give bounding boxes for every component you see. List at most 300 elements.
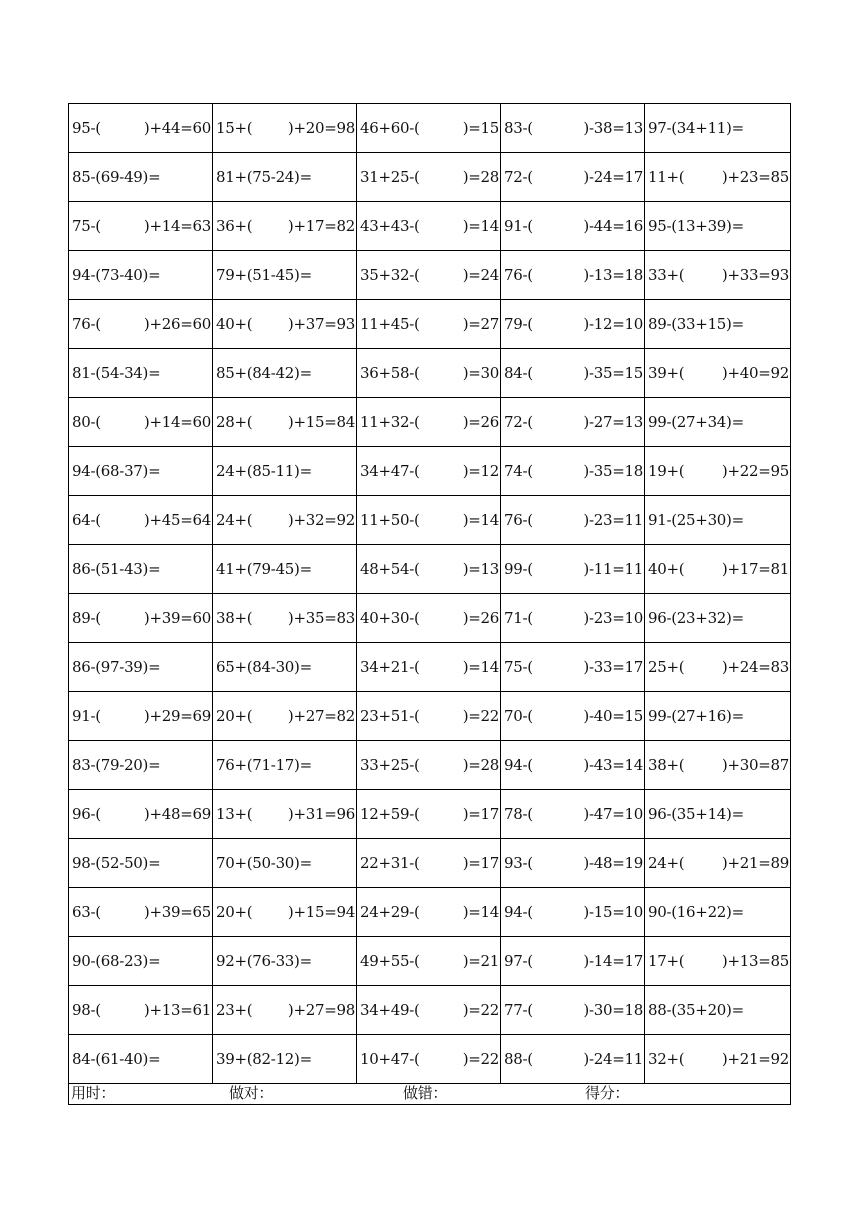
problem-expression bbox=[216, 412, 356, 431]
problem-text-start: 76-( bbox=[504, 265, 533, 284]
problem-text-start: 24+29-( bbox=[360, 902, 420, 921]
problem-text-start: 70+(50-30)= bbox=[216, 853, 312, 872]
problem-expression bbox=[360, 657, 500, 676]
problem-cell bbox=[357, 643, 501, 692]
problem-cell bbox=[213, 643, 357, 692]
problem-text-start: 63-( bbox=[72, 902, 101, 921]
problem-expression bbox=[360, 265, 500, 284]
problem-text-end: )=13 bbox=[462, 559, 499, 578]
problem-expression bbox=[504, 1049, 644, 1068]
problem-text-start: 88-(35+20)= bbox=[648, 1000, 744, 1019]
problem-text-end: )-14=17 bbox=[583, 951, 643, 970]
problem-cell bbox=[69, 986, 213, 1035]
problem-expression bbox=[72, 559, 212, 578]
problem-text-start: 48+54-( bbox=[360, 559, 420, 578]
problem-text-start: 88-( bbox=[504, 1049, 533, 1068]
problem-cell bbox=[357, 545, 501, 594]
problem-expression bbox=[360, 167, 500, 186]
problem-cell bbox=[69, 1035, 213, 1084]
problem-cell bbox=[69, 888, 213, 937]
problem-text-end: )+39=65 bbox=[143, 902, 211, 921]
problem-text-start: 64-( bbox=[72, 510, 101, 529]
problem-text-start: 22+31-( bbox=[360, 853, 420, 872]
problem-expression bbox=[648, 363, 790, 382]
problem-expression bbox=[360, 363, 500, 382]
problem-expression bbox=[216, 461, 356, 480]
problem-cell bbox=[69, 692, 213, 741]
worksheet-table bbox=[68, 103, 791, 1105]
problem-text-end: )=12 bbox=[462, 461, 499, 480]
problem-expression bbox=[648, 412, 790, 431]
problem-cell bbox=[645, 398, 791, 447]
problem-text-start: 94-( bbox=[504, 902, 533, 921]
problem-expression bbox=[648, 657, 790, 676]
problem-text-end: )-44=16 bbox=[583, 216, 643, 235]
problem-expression bbox=[504, 363, 644, 382]
worksheet-body bbox=[69, 104, 791, 1084]
problem-expression bbox=[648, 608, 790, 627]
problem-text-end: )-47=10 bbox=[583, 804, 643, 823]
problem-cell bbox=[501, 202, 645, 251]
problem-expression bbox=[360, 314, 500, 333]
problem-text-end: )=15 bbox=[462, 118, 499, 137]
problem-cell bbox=[501, 888, 645, 937]
problem-cell bbox=[69, 300, 213, 349]
problem-text-start: 75-( bbox=[504, 657, 533, 676]
problem-text-start: 79-( bbox=[504, 314, 533, 333]
problem-expression bbox=[648, 314, 790, 333]
problem-text-end: )-48=19 bbox=[583, 853, 643, 872]
problem-expression bbox=[648, 118, 790, 137]
problem-row bbox=[69, 594, 791, 643]
problem-text-start: 38+( bbox=[648, 755, 685, 774]
problem-cell bbox=[501, 594, 645, 643]
problem-cell bbox=[645, 447, 791, 496]
problem-cell bbox=[213, 349, 357, 398]
problem-expression bbox=[72, 706, 212, 725]
problem-text-end: )+37=93 bbox=[287, 314, 355, 333]
problem-text-end: )-40=15 bbox=[583, 706, 643, 725]
problem-text-start: 76-( bbox=[504, 510, 533, 529]
problem-text-end: )=28 bbox=[462, 755, 499, 774]
problem-cell bbox=[357, 888, 501, 937]
problem-expression bbox=[216, 216, 356, 235]
problem-expression bbox=[504, 853, 644, 872]
problem-expression bbox=[216, 265, 356, 284]
problem-expression bbox=[360, 118, 500, 137]
problem-text-start: 89-( bbox=[72, 608, 101, 627]
problem-text-end: )+15=94 bbox=[287, 902, 355, 921]
problem-row bbox=[69, 153, 791, 202]
problem-text-end: )-13=18 bbox=[583, 265, 643, 284]
problem-expression bbox=[648, 510, 790, 529]
problem-expression bbox=[360, 902, 500, 921]
problem-cell bbox=[213, 251, 357, 300]
problem-text-end: )=28 bbox=[462, 167, 499, 186]
problem-cell bbox=[501, 545, 645, 594]
problem-text-start: 93-( bbox=[504, 853, 533, 872]
problem-text-end: )-24=17 bbox=[583, 167, 643, 186]
problem-text-start: 40+( bbox=[216, 314, 253, 333]
problem-text-end: )+20=98 bbox=[287, 118, 355, 137]
problem-cell bbox=[69, 153, 213, 202]
problem-text-start: 75-( bbox=[72, 216, 101, 235]
problem-expression bbox=[72, 314, 212, 333]
problem-row bbox=[69, 643, 791, 692]
problem-text-start: 35+32-( bbox=[360, 265, 420, 284]
problem-text-start: 36+( bbox=[216, 216, 253, 235]
problem-text-start: 92+(76-33)= bbox=[216, 951, 312, 970]
problem-expression bbox=[216, 167, 356, 186]
problem-expression bbox=[72, 1049, 212, 1068]
problem-text-end: )+40=92 bbox=[721, 363, 789, 382]
problem-text-end: )+24=83 bbox=[721, 657, 789, 676]
problem-text-end: )=22 bbox=[462, 706, 499, 725]
problem-text-start: 46+60-( bbox=[360, 118, 420, 137]
problem-text-end: )-24=11 bbox=[583, 1049, 643, 1068]
problem-expression bbox=[648, 461, 790, 480]
problem-row bbox=[69, 545, 791, 594]
problem-expression bbox=[360, 951, 500, 970]
problem-text-start: 83-(79-20)= bbox=[72, 755, 161, 774]
problem-expression bbox=[360, 755, 500, 774]
problem-text-start: 99-( bbox=[504, 559, 533, 578]
problem-text-end: )=17 bbox=[462, 804, 499, 823]
problem-row bbox=[69, 496, 791, 545]
problem-text-end: )+32=92 bbox=[287, 510, 355, 529]
score-label: 得分： bbox=[585, 1084, 630, 1102]
problem-text-end: )+30=87 bbox=[721, 755, 789, 774]
problem-text-end: )-23=11 bbox=[583, 510, 643, 529]
problem-expression bbox=[72, 804, 212, 823]
problem-expression bbox=[360, 412, 500, 431]
problem-text-end: )+26=60 bbox=[143, 314, 211, 333]
problem-cell bbox=[645, 104, 791, 153]
problem-text-start: 83-( bbox=[504, 118, 533, 137]
problem-text-end: )=14 bbox=[462, 216, 499, 235]
problem-text-start: 24+(85-11)= bbox=[216, 461, 312, 480]
problem-text-start: 72-( bbox=[504, 412, 533, 431]
problem-row bbox=[69, 398, 791, 447]
problem-text-end: )=21 bbox=[462, 951, 499, 970]
time-used-label: 用时： bbox=[71, 1084, 116, 1102]
problem-text-end: )+35=83 bbox=[287, 608, 355, 627]
problem-text-start: 74-( bbox=[504, 461, 533, 480]
problem-expression bbox=[216, 853, 356, 872]
problem-cell bbox=[213, 202, 357, 251]
problem-expression bbox=[72, 461, 212, 480]
problem-text-start: 13+( bbox=[216, 804, 253, 823]
problem-cell bbox=[213, 888, 357, 937]
problem-text-start: 23+51-( bbox=[360, 706, 420, 725]
problem-cell bbox=[357, 986, 501, 1035]
problem-text-start: 38+( bbox=[216, 608, 253, 627]
problem-text-start: 94-(68-37)= bbox=[72, 461, 161, 480]
footer-cell bbox=[69, 1084, 791, 1105]
problem-expression bbox=[648, 216, 790, 235]
problem-row bbox=[69, 790, 791, 839]
problem-cell bbox=[501, 692, 645, 741]
problem-text-end: )=24 bbox=[462, 265, 499, 284]
problem-expression bbox=[72, 510, 212, 529]
problem-text-end: )-35=18 bbox=[583, 461, 643, 480]
problem-text-start: 43+43-( bbox=[360, 216, 420, 235]
problem-text-start: 17+( bbox=[648, 951, 685, 970]
problem-text-end: )+31=96 bbox=[287, 804, 355, 823]
problem-expression bbox=[360, 853, 500, 872]
problem-text-start: 97-(34+11)= bbox=[648, 118, 744, 137]
problem-text-start: 28+( bbox=[216, 412, 253, 431]
problem-expression bbox=[648, 804, 790, 823]
problem-text-start: 99-(27+34)= bbox=[648, 412, 744, 431]
problem-text-start: 40+( bbox=[648, 559, 685, 578]
problem-text-end: )-12=10 bbox=[583, 314, 643, 333]
problem-text-end: )-33=17 bbox=[583, 657, 643, 676]
problem-row bbox=[69, 104, 791, 153]
problem-cell bbox=[213, 741, 357, 790]
problem-expression bbox=[216, 804, 356, 823]
problem-cell bbox=[645, 594, 791, 643]
problem-expression bbox=[648, 1049, 790, 1068]
problem-text-start: 77-( bbox=[504, 1000, 533, 1019]
problem-text-end: )=22 bbox=[462, 1049, 499, 1068]
problem-expression bbox=[72, 902, 212, 921]
problem-text-start: 24+( bbox=[648, 853, 685, 872]
problem-text-end: )+21=92 bbox=[721, 1049, 789, 1068]
problem-text-start: 31+25-( bbox=[360, 167, 420, 186]
problem-row bbox=[69, 251, 791, 300]
problem-cell bbox=[213, 153, 357, 202]
problem-expression bbox=[72, 167, 212, 186]
problem-cell bbox=[69, 839, 213, 888]
problem-text-start: 81+(75-24)= bbox=[216, 167, 312, 186]
problem-text-end: )+39=60 bbox=[143, 608, 211, 627]
problem-cell bbox=[501, 153, 645, 202]
problem-text-start: 85-(69-49)= bbox=[72, 167, 161, 186]
problem-cell bbox=[69, 790, 213, 839]
problem-text-end: )=17 bbox=[462, 853, 499, 872]
problem-text-start: 84-( bbox=[504, 363, 533, 382]
problem-cell bbox=[213, 594, 357, 643]
problem-text-end: )+48=69 bbox=[143, 804, 211, 823]
problem-expression bbox=[72, 118, 212, 137]
problem-cell bbox=[213, 839, 357, 888]
problem-text-start: 10+47-( bbox=[360, 1049, 420, 1068]
problem-text-start: 11+50-( bbox=[360, 510, 420, 529]
problem-expression bbox=[504, 951, 644, 970]
problem-text-start: 32+( bbox=[648, 1049, 685, 1068]
problem-text-end: )+14=60 bbox=[143, 412, 211, 431]
problem-text-end: )+14=63 bbox=[143, 216, 211, 235]
problem-expression bbox=[360, 1049, 500, 1068]
problem-text-start: 20+( bbox=[216, 902, 253, 921]
problem-cell bbox=[501, 839, 645, 888]
problem-cell bbox=[69, 202, 213, 251]
problem-text-start: 98-(52-50)= bbox=[72, 853, 161, 872]
problem-text-start: 19+( bbox=[648, 461, 685, 480]
problem-text-end: )=30 bbox=[462, 363, 499, 382]
problem-text-start: 91-( bbox=[72, 706, 101, 725]
problem-expression bbox=[648, 755, 790, 774]
problem-expression bbox=[72, 265, 212, 284]
problem-expression bbox=[648, 559, 790, 578]
problem-cell bbox=[357, 300, 501, 349]
problem-row bbox=[69, 986, 791, 1035]
problem-cell bbox=[645, 741, 791, 790]
problem-cell bbox=[69, 937, 213, 986]
problem-cell bbox=[213, 937, 357, 986]
problem-text-start: 24+( bbox=[216, 510, 253, 529]
problem-expression bbox=[648, 902, 790, 921]
problem-expression bbox=[216, 118, 356, 137]
problem-expression bbox=[504, 902, 644, 921]
problem-expression bbox=[216, 608, 356, 627]
problem-text-start: 90-(16+22)= bbox=[648, 902, 744, 921]
problem-text-start: 99-(27+16)= bbox=[648, 706, 744, 725]
problem-cell bbox=[645, 153, 791, 202]
problem-cell bbox=[357, 692, 501, 741]
problem-expression bbox=[72, 1000, 212, 1019]
problem-expression bbox=[504, 1000, 644, 1019]
problem-expression bbox=[504, 412, 644, 431]
problem-expression bbox=[72, 657, 212, 676]
problem-expression bbox=[360, 1000, 500, 1019]
problem-cell bbox=[357, 594, 501, 643]
problem-text-end: )-27=13 bbox=[583, 412, 643, 431]
footer bbox=[71, 1084, 790, 1104]
problem-row bbox=[69, 888, 791, 937]
problem-text-start: 11+45-( bbox=[360, 314, 420, 333]
problem-cell bbox=[69, 545, 213, 594]
problem-expression bbox=[216, 314, 356, 333]
problem-text-start: 65+(84-30)= bbox=[216, 657, 312, 676]
problem-cell bbox=[501, 398, 645, 447]
problem-expression bbox=[504, 510, 644, 529]
problem-text-start: 79+(51-45)= bbox=[216, 265, 312, 284]
problem-text-start: 76-( bbox=[72, 314, 101, 333]
problem-expression bbox=[72, 363, 212, 382]
problem-text-start: 86-(97-39)= bbox=[72, 657, 161, 676]
problem-cell bbox=[213, 790, 357, 839]
problem-text-end: )-15=10 bbox=[583, 902, 643, 921]
problem-expression bbox=[216, 951, 356, 970]
problem-text-start: 85+(84-42)= bbox=[216, 363, 312, 382]
problem-text-start: 39+( bbox=[648, 363, 685, 382]
problem-row bbox=[69, 1035, 791, 1084]
problem-expression bbox=[72, 608, 212, 627]
problem-expression bbox=[504, 559, 644, 578]
problem-text-start: 94-( bbox=[504, 755, 533, 774]
problem-cell bbox=[645, 692, 791, 741]
problem-text-end: )-30=18 bbox=[583, 1000, 643, 1019]
problem-row bbox=[69, 349, 791, 398]
problem-text-start: 80-( bbox=[72, 412, 101, 431]
problem-cell bbox=[213, 447, 357, 496]
problem-cell bbox=[357, 251, 501, 300]
problem-cell bbox=[501, 937, 645, 986]
problem-row bbox=[69, 741, 791, 790]
problem-text-end: )-23=10 bbox=[583, 608, 643, 627]
problem-cell bbox=[69, 447, 213, 496]
problem-expression bbox=[504, 657, 644, 676]
problem-text-end: )=22 bbox=[462, 1000, 499, 1019]
problem-text-end: )+17=81 bbox=[721, 559, 789, 578]
problem-text-end: )+27=82 bbox=[287, 706, 355, 725]
problem-row bbox=[69, 839, 791, 888]
problem-text-end: )+22=95 bbox=[721, 461, 789, 480]
problem-cell bbox=[357, 349, 501, 398]
problem-text-end: )+21=89 bbox=[721, 853, 789, 872]
problem-expression bbox=[648, 167, 790, 186]
problem-text-end: )+29=69 bbox=[143, 706, 211, 725]
problem-expression bbox=[72, 412, 212, 431]
problem-expression bbox=[648, 706, 790, 725]
problem-text-end: )+17=82 bbox=[287, 216, 355, 235]
problem-text-start: 70-( bbox=[504, 706, 533, 725]
problem-expression bbox=[72, 853, 212, 872]
problem-text-start: 11+( bbox=[648, 167, 685, 186]
problem-expression bbox=[360, 559, 500, 578]
problem-expression bbox=[216, 902, 356, 921]
problem-expression bbox=[216, 510, 356, 529]
problem-expression bbox=[360, 608, 500, 627]
problem-cell bbox=[69, 349, 213, 398]
problem-text-start: 96-( bbox=[72, 804, 101, 823]
problem-expression bbox=[504, 216, 644, 235]
problem-cell bbox=[645, 986, 791, 1035]
problem-text-end: )-38=13 bbox=[583, 118, 643, 137]
problem-expression bbox=[216, 657, 356, 676]
problem-cell bbox=[69, 104, 213, 153]
problem-cell bbox=[213, 398, 357, 447]
problem-text-end: )=26 bbox=[462, 608, 499, 627]
problem-row bbox=[69, 447, 791, 496]
wrong-count-label: 做错： bbox=[403, 1084, 448, 1102]
problem-expression bbox=[648, 853, 790, 872]
problem-cell bbox=[69, 594, 213, 643]
problem-cell bbox=[501, 986, 645, 1035]
problem-text-start: 81-(54-34)= bbox=[72, 363, 161, 382]
problem-cell bbox=[501, 643, 645, 692]
problem-row bbox=[69, 937, 791, 986]
problem-expression bbox=[504, 608, 644, 627]
problem-text-end: )=14 bbox=[462, 510, 499, 529]
problem-expression bbox=[72, 755, 212, 774]
problem-expression bbox=[504, 167, 644, 186]
problem-text-start: 25+( bbox=[648, 657, 685, 676]
problem-text-start: 96-(35+14)= bbox=[648, 804, 744, 823]
problem-cell bbox=[501, 741, 645, 790]
problem-text-end: )+13=61 bbox=[143, 1000, 211, 1019]
problem-expression bbox=[360, 510, 500, 529]
problem-expression bbox=[360, 461, 500, 480]
problem-cell bbox=[501, 447, 645, 496]
problem-text-start: 34+21-( bbox=[360, 657, 420, 676]
problem-cell bbox=[357, 153, 501, 202]
problem-text-start: 84-(61-40)= bbox=[72, 1049, 161, 1068]
problem-cell bbox=[645, 888, 791, 937]
problem-text-start: 97-( bbox=[504, 951, 533, 970]
problem-text-end: )+13=85 bbox=[721, 951, 789, 970]
problem-expression bbox=[216, 1000, 356, 1019]
problem-text-start: 72-( bbox=[504, 167, 533, 186]
problem-cell bbox=[645, 937, 791, 986]
problem-expression bbox=[216, 1049, 356, 1068]
problem-expression bbox=[360, 804, 500, 823]
problem-cell bbox=[645, 496, 791, 545]
problem-row bbox=[69, 692, 791, 741]
problem-cell bbox=[645, 545, 791, 594]
